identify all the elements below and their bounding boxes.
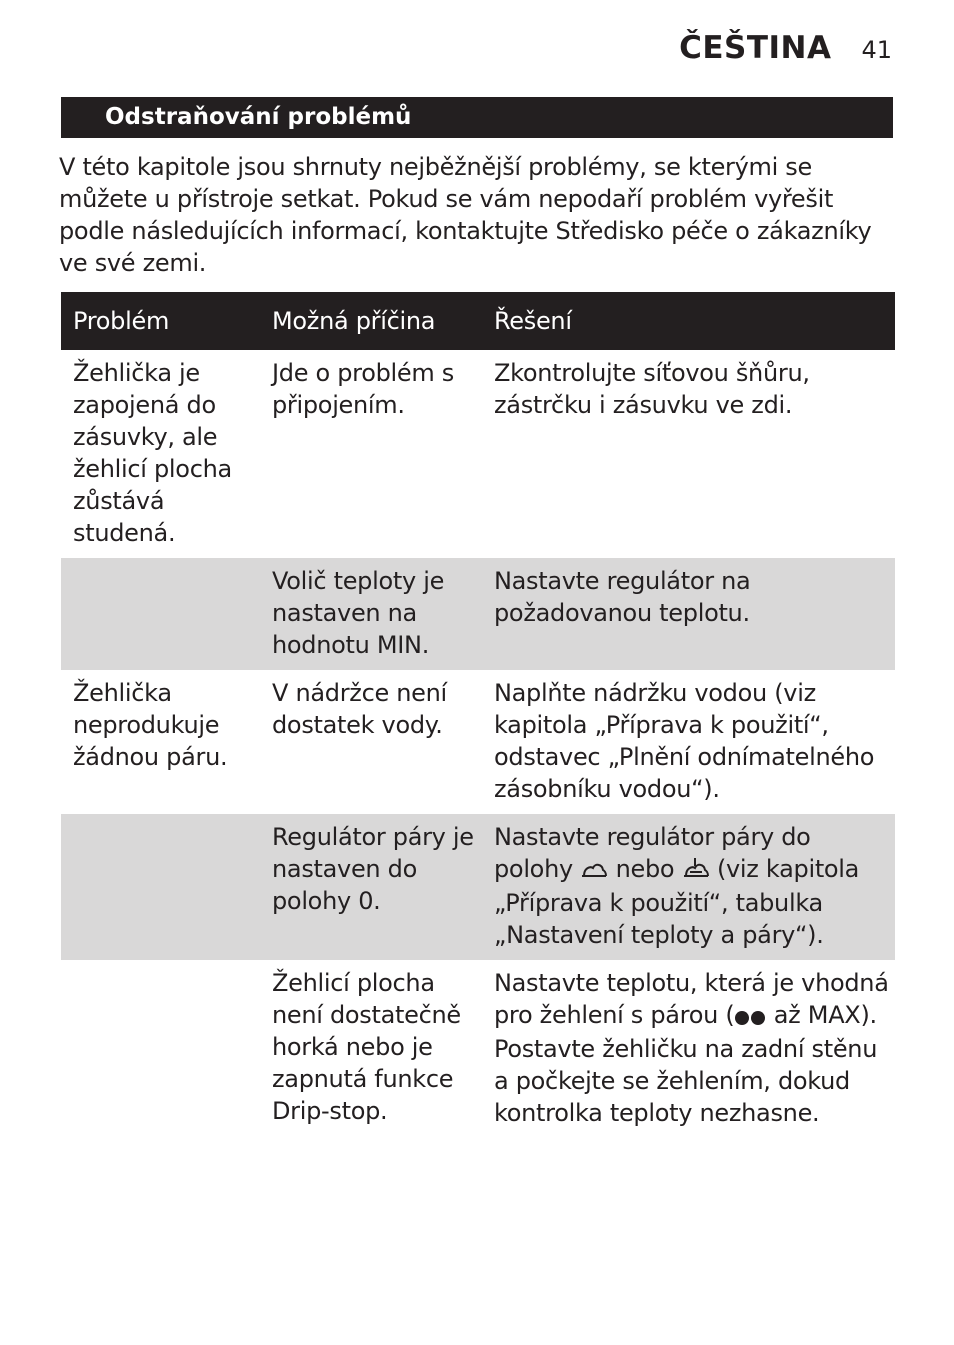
problem-cell: Žehlička je zapojená do zásuvky, ale žehlicí plocha zůstává studená. bbox=[73, 359, 232, 547]
table-row bbox=[61, 960, 895, 1138]
solution-text-part: nebo bbox=[615, 855, 675, 883]
language-label: ČEŠTINA bbox=[679, 30, 832, 66]
problem-cell bbox=[61, 814, 261, 960]
section-title-bar bbox=[61, 97, 893, 138]
solution-text-part: Nastavte regulátor páry do polohy bbox=[494, 823, 811, 883]
solution-cell: Nastavte regulátor na požadovanou teplotu. bbox=[483, 558, 895, 670]
steam-low-icon bbox=[580, 855, 608, 887]
solution-cell: Naplňte nádržku vodou (viz kapitola „Příprava k použití“, odstavec „Plnění odnímatelného zásobníku vodou“). bbox=[494, 679, 875, 803]
solution-text-part: Nastavte teplotu, která je vhodná pro žehlení s párou ( bbox=[494, 969, 889, 1029]
section-title: Odstraňování problémů bbox=[105, 104, 412, 130]
solution-text-part: až MAX). Postavte žehličku na zadní stěnu a počkejte se žehlením, dokud kontrolka teploty nezhasne. bbox=[494, 1001, 878, 1127]
solution-cell bbox=[483, 960, 895, 1138]
solution-cell bbox=[483, 814, 895, 960]
cause-cell: Žehlicí plocha není dostatečně horká nebo je zapnutá funkce Drip-stop. bbox=[272, 969, 461, 1125]
table-row bbox=[61, 558, 895, 670]
two-dots-icon bbox=[734, 1001, 766, 1033]
table-header-row bbox=[61, 292, 895, 350]
page-number: 41 bbox=[861, 36, 892, 64]
troubleshooting-table bbox=[61, 292, 895, 1138]
header-cause: Možná příčina bbox=[261, 292, 483, 350]
header-problem: Problém bbox=[61, 292, 261, 350]
problem-cell: Žehlička neprodukuje žádnou páru. bbox=[73, 679, 228, 771]
cause-cell: V nádržce není dostatek vody. bbox=[272, 679, 447, 739]
table-row bbox=[61, 814, 895, 960]
header-solution: Řešení bbox=[483, 292, 895, 350]
problem-cell bbox=[61, 558, 261, 670]
cause-cell: Volič teploty je nastaven na hodnotu MIN. bbox=[261, 558, 483, 670]
table-row bbox=[61, 350, 895, 558]
solution-cell: Zkontrolujte síťovou šňůru, zástrčku i zásuvku ve zdi. bbox=[494, 359, 810, 419]
cause-cell: Jde o problém s připojením. bbox=[272, 359, 454, 419]
cause-cell: Regulátor páry je nastaven do polohy 0. bbox=[261, 814, 483, 960]
problem-cell bbox=[61, 960, 261, 1138]
page-header bbox=[679, 30, 892, 66]
table-row bbox=[61, 670, 895, 814]
steam-high-icon bbox=[682, 855, 710, 887]
solution-text-part: (viz kapitola „Příprava k použití“, tabulka „Nastavení teploty a páry“). bbox=[494, 855, 860, 949]
intro-paragraph: V této kapitole jsou shrnuty nejběžnější problémy, se kterými se můžete u přístroje setkat. Pokud se vám nepodaří problém vyřešit podle následujících informací, kontaktujte Středisko péče o zákazníky ve své zemi. bbox=[59, 153, 872, 277]
